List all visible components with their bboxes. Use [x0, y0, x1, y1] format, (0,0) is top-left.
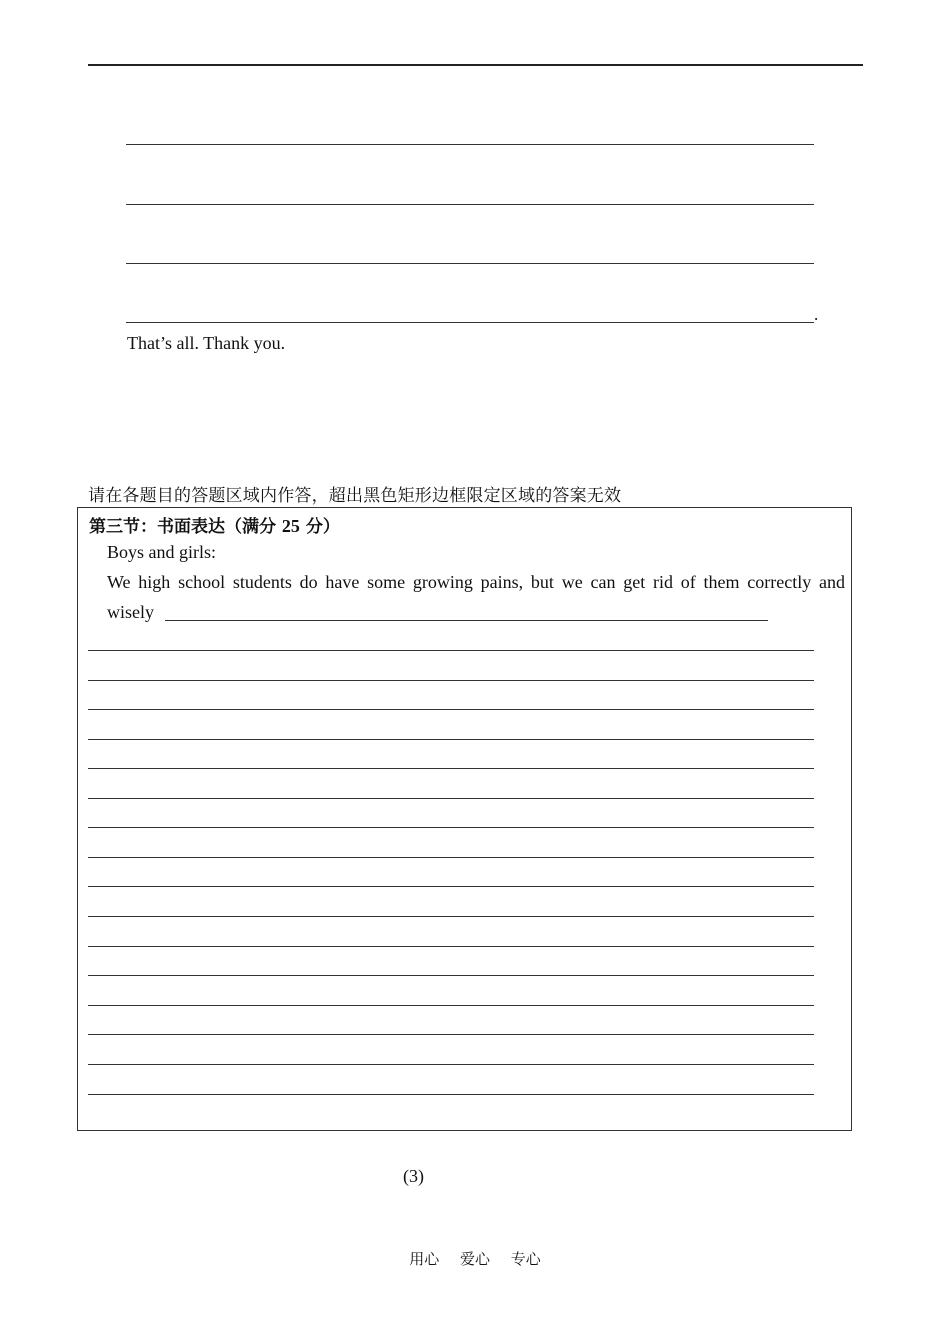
writing-greeting: Boys and girls:: [107, 542, 217, 562]
writing-line[interactable]: [88, 768, 814, 769]
writing-prompt-line-2: wisely: [107, 602, 154, 622]
writing-line[interactable]: [88, 946, 814, 947]
closing-text: That’s all. Thank you.: [127, 333, 286, 353]
answer-area-notice: 请在各题目的答题区域内作答，超出黑色矩形边框限定区域的答案无效: [88, 486, 622, 506]
writing-line[interactable]: [88, 916, 814, 917]
writing-line[interactable]: [88, 1064, 814, 1065]
writing-line[interactable]: [88, 1005, 814, 1006]
prompt-continuation-line[interactable]: [165, 620, 768, 621]
writing-line[interactable]: [88, 709, 814, 710]
section-title-suffix: 分）: [305, 517, 340, 537]
section-title: [89, 512, 340, 537]
writing-line[interactable]: [88, 1094, 814, 1095]
writing-line[interactable]: [88, 798, 814, 799]
footer-word: 专心: [510, 1250, 541, 1268]
answer-line-4[interactable]: [126, 322, 814, 323]
page-number: (3): [403, 1166, 424, 1186]
section-title-score: 25: [281, 516, 300, 536]
writing-line[interactable]: [88, 680, 814, 681]
writing-line[interactable]: [88, 886, 814, 887]
writing-line[interactable]: [88, 975, 814, 976]
section-title-prefix: 第三节：书面表达（满分: [89, 517, 276, 537]
writing-line[interactable]: [88, 650, 814, 651]
answer-line-1[interactable]: [126, 144, 814, 145]
writing-line[interactable]: [88, 827, 814, 828]
footer-word: 用心: [409, 1250, 440, 1268]
writing-line[interactable]: [88, 739, 814, 740]
answer-line-3[interactable]: [126, 263, 814, 264]
footer-slogan: [0, 1248, 950, 1269]
answer-end-period: .: [814, 305, 819, 324]
writing-section-box: [77, 507, 852, 1131]
header-rule: [88, 64, 863, 66]
writing-line[interactable]: [88, 857, 814, 858]
footer-word: 爱心: [459, 1250, 490, 1268]
writing-prompt-line-1: We high school students do have some growing pains, but we can get rid of them correctly and: [107, 572, 845, 592]
answer-line-2[interactable]: [126, 204, 814, 205]
writing-line[interactable]: [88, 1034, 814, 1035]
